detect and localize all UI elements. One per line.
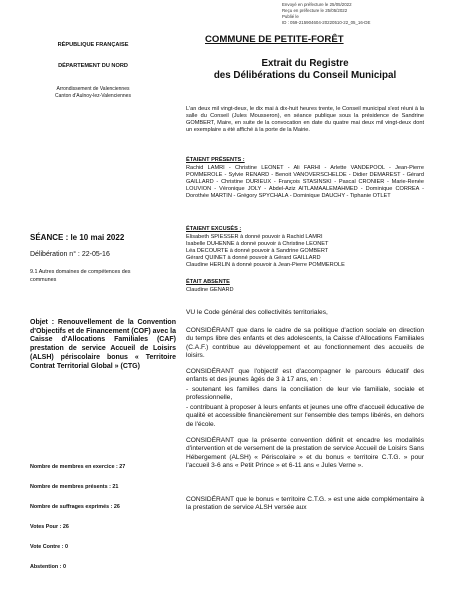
presents-list: Rachid LAMRI - Christine LEONET - Ali FARHI - Arlette VANDEPOOL - Jean-Pierre POMMEROLE - Sylvie RENARD - Benoit VANOVERSCHELDE - Didier DEMAREST - Gérard GAILLARD - Christine DURIEUX - François STASINSKI - Pascal CRONIER - Marie-Renée LOUVION - Véronique JOLY - Abdel-Aziz AITLAMAALEMAHMED - Dominique CORREA - Dorothée MARTIN - Grégory SPYCHALA - Dominique DAUCHY - Tiphanie OTLET bbox=[186, 165, 424, 199]
presents-heading bbox=[186, 157, 424, 164]
count-presents: Nombre de membres présents : 21 bbox=[30, 484, 119, 490]
extrait-title bbox=[190, 58, 420, 82]
excuses-heading-text: ÉTAIENT EXCUSÉS : bbox=[186, 226, 242, 232]
excuse-line: Léa DECOURTE à donné pouvoir à Sandrine GOMBERT bbox=[186, 248, 329, 254]
objet-text: Objet : Renouvellement de la Convention d'Objectifs et de Financement (COF) avec la Caisse d'Allocations Familiales (CAF) prestation de service Accueil de Loisirs (ALSH) périscolaire bonus « Territoire Contrat Territorial Global » (CTG) bbox=[30, 319, 176, 370]
prefecture-stamp bbox=[282, 2, 447, 26]
seance-date: SÉANCE : le 10 mai 2022 bbox=[30, 233, 125, 242]
presents-heading-text: ÉTAIENT PRÉSENTS : bbox=[186, 157, 245, 163]
canton-label: Canton d'Aulnoy-lez-Valenciennes bbox=[55, 93, 131, 99]
considerant-2-item-1: - soutenant les familles dans la conciliation de leur vie familiale, sociale et professionnelle, bbox=[186, 386, 424, 402]
extrait-line-1: Extrait du Registre bbox=[261, 58, 349, 69]
arrondissement-label: Arrondissement de Valenciennes bbox=[56, 86, 130, 92]
domaine-label: 9.1 Autres domaines de compétences des communes bbox=[30, 269, 131, 283]
intro-paragraph: L'an deux mil vingt-deux, le dix mai à dix-huit heures trente, le Conseil municipal s'est réuni à la salle du Conseil (Jules Mousseron), en séance publique sous la présidence de Sandrine GOMBERT, Maire, en suite de la convocation en date du quatre mai deux mil vingt-deux dont un exemplaire a été affiché à la porte de la Mairie. bbox=[186, 106, 424, 133]
considerant-2-item-2: - contribuant à proposer à leurs enfants et jeunes une offre d'accueil éducative de qualité et accessible financièrement sur l'ensemble des temps libérés, en dehors de l'école. bbox=[186, 404, 424, 428]
extrait-line-2: des Délibérations du Conseil Municipal bbox=[213, 70, 397, 81]
excuses-list bbox=[186, 234, 424, 269]
excuse-line: Claudine HERLIN à donné pouvoir à Jean-Pierre POMMEROLE bbox=[186, 262, 345, 268]
excuse-line: Gérard QUINET à donné pouvoir à Gérard GAILLARD bbox=[186, 255, 321, 261]
absent-name: Claudine GENARD bbox=[186, 287, 234, 293]
absent-heading-text: ÉTAIT ABSENTE bbox=[186, 279, 230, 285]
vu-paragraph: VU le Code général des collectivités territoriales, bbox=[186, 309, 328, 316]
count-suffrages: Nombre de suffrages exprimés : 26 bbox=[30, 504, 120, 510]
arrondissement-block bbox=[28, 86, 158, 100]
count-exercice: Nombre de membres en exercice : 27 bbox=[30, 464, 126, 470]
stamp-line: Envoyé en préfecture le 25/05/2022 bbox=[282, 2, 352, 7]
stamp-line: ID : 059-215904604-20220510-22_05_16-DE bbox=[282, 20, 371, 25]
excuse-line: Elisabeth SPIESSER à donné pouvoir à Rachid LAMRI bbox=[186, 234, 323, 240]
stamp-line: Reçu en préfecture le 25/05/2022 bbox=[282, 8, 348, 13]
republique-label: RÉPUBLIQUE FRANÇAISE bbox=[57, 42, 129, 48]
count-pour: Votes Pour : 26 bbox=[30, 524, 69, 530]
excuse-line: Isabelle DUHENNE à donné pouvoir à Christine LEONET bbox=[186, 241, 329, 247]
absent-heading bbox=[186, 279, 424, 286]
deliberation-number: Délibération n° : 22-05-16 bbox=[30, 251, 110, 258]
considerant-4: CONSIDÉRANT que le bonus « territoire C.T.G. » est une aide complémentaire à la prestation de service ALSH versée aux bbox=[186, 496, 424, 512]
count-contre: Vote Contre : 0 bbox=[30, 544, 68, 550]
considerant-2: CONSIDÉRANT que l'objectif est d'accompagner le parcours éducatif des enfants et des jeunes âgés de 3 à 17 ans, en : bbox=[186, 368, 424, 384]
count-abstention: Abstention : 0 bbox=[30, 564, 66, 570]
stamp-line: Publié le bbox=[282, 14, 299, 19]
excuses-heading bbox=[186, 226, 424, 233]
commune-title: COMMUNE DE PETITE-FORÊT bbox=[205, 34, 344, 45]
considerant-3: CONSIDÉRANT que la présente convention définit et encadre les modalités d'intervention et de versement de la prestation de service Accueil de Loisirs Sans Hébergement (ALSH) « Périscolaire » et du bonus « territoire C.T.G. » pour l'accueil 3-6 ans « Petit Prince » et 6-11 ans « Jules Verne ». bbox=[186, 437, 424, 470]
departement-label: DÉPARTEMENT DU NORD bbox=[58, 63, 128, 69]
considerant-1: CONSIDÉRANT que dans le cadre de sa politique d'action sociale en direction du temps libre des enfants et des adolescents, la Caisse d'Allocations Familiales (C.A.F.) contribue au développement et au fonctionnement des accueils de loisirs. bbox=[186, 327, 424, 360]
